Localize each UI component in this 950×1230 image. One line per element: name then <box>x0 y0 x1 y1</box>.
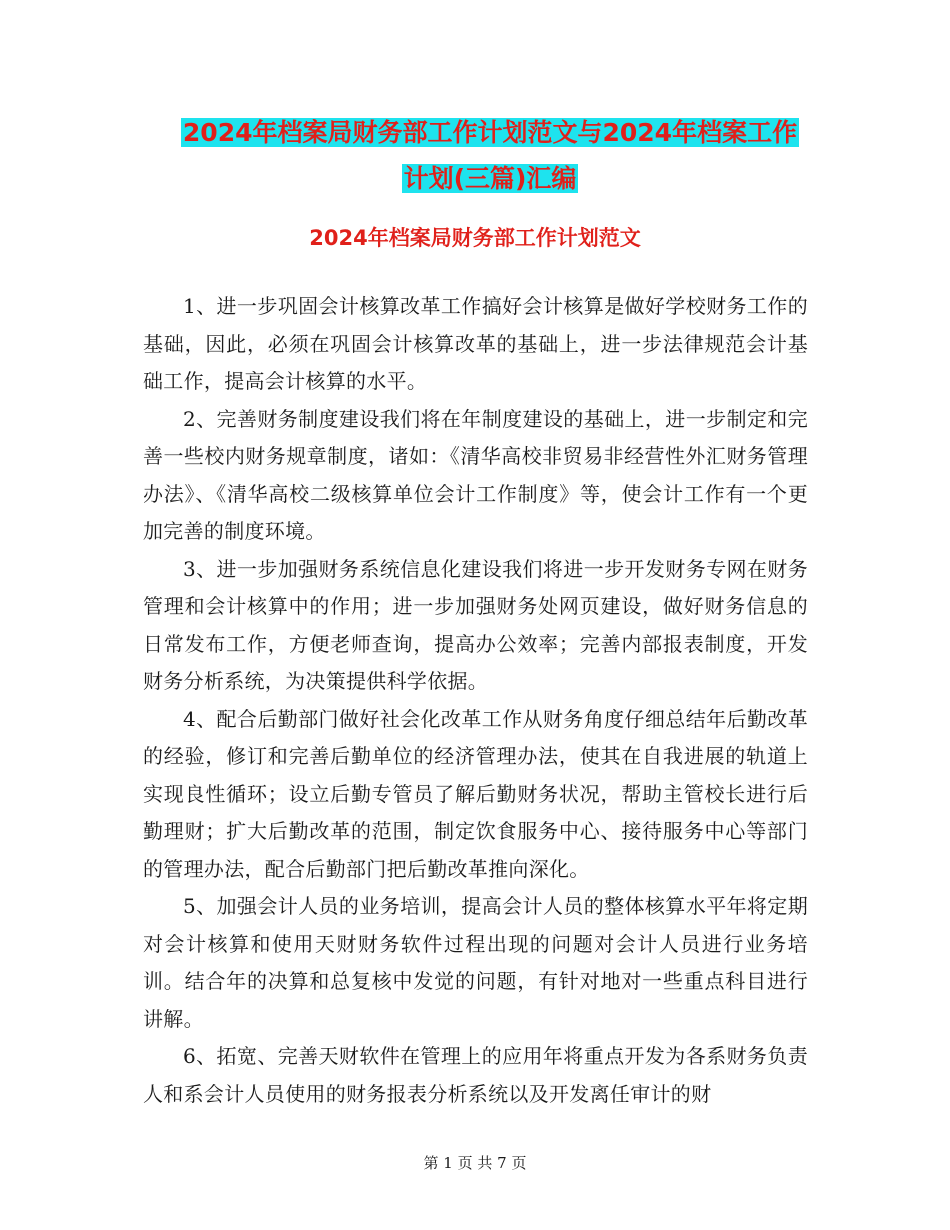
paragraph-3: 3、进一步加强财务系统信息化建设我们将进一步开发财务专网在财务管理和会计核算中的作用；进一步加强财务处网页建设，做好财务信息的日常发布工作，方便老师查询，提高办公效率；完善内部报表制度，开发财务分析系统，为决策提供科学依据。 <box>143 556 808 693</box>
section-title: 2024年档案局财务部工作计划范文 <box>309 226 641 250</box>
paragraph-5: 5、加强会计人员的业务培训，提高会计人员的整体核算水平年将定期对会计核算和使用天财财务软件过程出现的问题对会计人员进行业务培训。结合年的决算和总复核中发觉的问题，有针对地对一些重点科目进行讲解。 <box>143 894 808 1031</box>
document-title <box>140 110 840 202</box>
paragraph-4: 4、配合后勤部门做好社会化改革工作从财务角度仔细总结年后勤改革的经验，修订和完善后勤单位的经济管理办法，使其在自我进展的轨道上实现良性循环；设立后勤专管员了解后勤财务状况，帮助主管校长进行后勤理财；扩大后勤改革的范围，制定饮食服务中心、接待服务中心等部门的管理办法，配合后勤部门把后勤改革推向深化。 <box>143 706 808 881</box>
paragraph-6: 6、拓宽、完善天财软件在管理上的应用年将重点开发为各系财务负责人和系会计人员使用的财务报表分析系统以及开发离任审计的财 <box>143 1044 808 1106</box>
document-title-line-1: 2024年档案局财务部工作计划范文与2024年档案工作 <box>182 118 798 147</box>
document-body <box>143 288 808 1113</box>
document-title-line-2: 计划(三篇)汇编 <box>403 164 577 193</box>
paragraph-2: 2、完善财务制度建设我们将在年制度建设的基础上，进一步制定和完善一些校内财务规章制度，诸如：《清华高校非贸易非经营性外汇财务管理办法》、《清华高校二级核算单位会计工作制度》等，使会计工作有一个更加完善的制度环境。 <box>143 406 808 543</box>
page-number-footer: 第 1 页 共 7 页 <box>423 1154 527 1172</box>
paragraph-1: 1、进一步巩固会计核算改革工作搞好会计核算是做好学校财务工作的基础，因此，必须在巩固会计核算改革的基础上，进一步法律规范会计基础工作，提高会计核算的水平。 <box>143 294 808 393</box>
